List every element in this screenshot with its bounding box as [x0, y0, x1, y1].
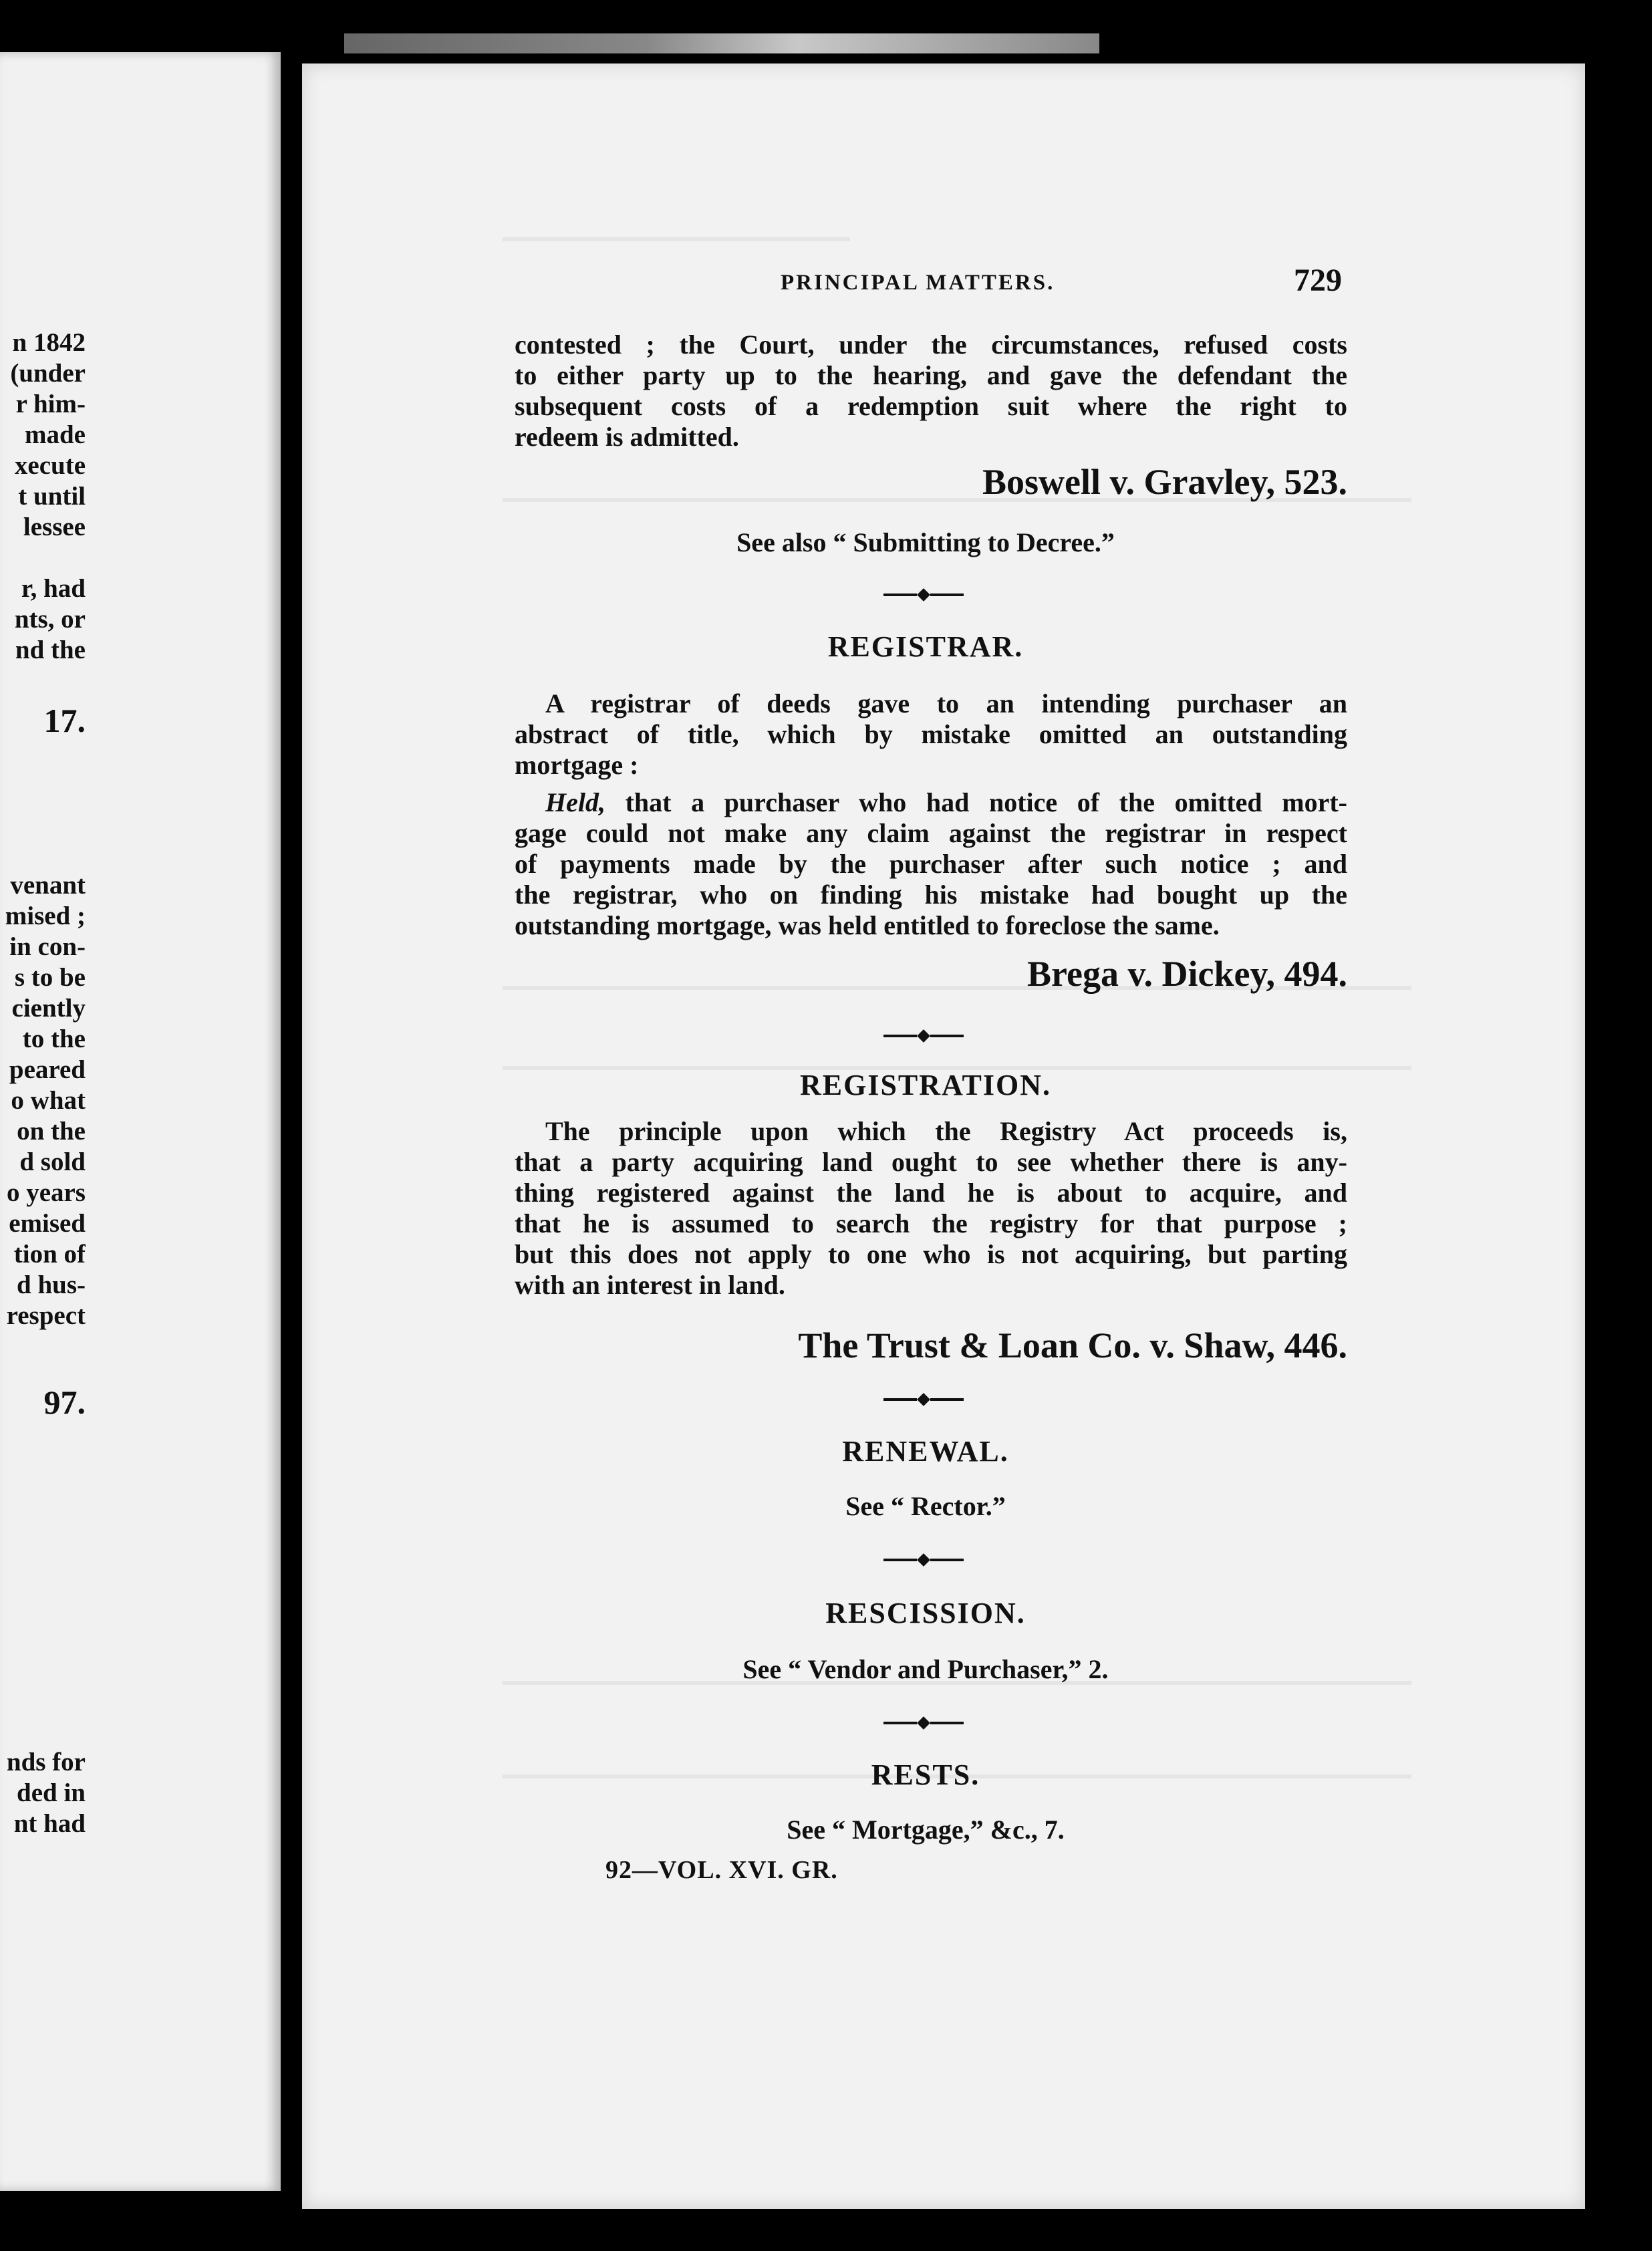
text-line: subsequent costs of a redemption suit where the right to	[515, 391, 1347, 421]
registration-paragraph	[515, 1116, 1347, 1301]
previous-page-line: t until	[18, 482, 86, 511]
previous-page-line: xecute	[14, 451, 86, 480]
text-line: abstract of title, which by mistake omitted an outstanding	[515, 719, 1347, 749]
previous-page-line: mised ;	[5, 902, 86, 930]
held-word: Held,	[545, 787, 605, 817]
section-heading-registration: REGISTRATION.	[799, 1069, 1052, 1101]
see-reference: See “ Vendor and Purchaser,” 2.	[742, 1654, 1109, 1684]
running-header: PRINCIPAL MATTERS.	[781, 271, 1055, 295]
text-line: The principle upon which the Registry Act proceeds is,	[545, 1116, 1347, 1146]
text-line: mortgage :	[515, 750, 639, 780]
text-line: the registrar, who on finding his mistake had bought up the	[515, 880, 1347, 910]
previous-page-line: venant	[10, 871, 86, 900]
section-divider	[883, 589, 964, 600]
text-line: thing registered against the land he is about to acquire, and	[515, 1178, 1347, 1208]
previous-page-line: n 1842	[12, 328, 86, 357]
previous-page-line: 97.	[43, 1383, 86, 1421]
see-reference: See “ Rector.”	[845, 1491, 1006, 1521]
text-line: of payments made by the purchaser after such notice ; and	[515, 849, 1347, 879]
see-reference: See “ Mortgage,” &c., 7.	[787, 1815, 1065, 1845]
text-run: that a purchaser who had notice of the omitted mort-	[605, 787, 1347, 817]
text-line: to either party up to the hearing, and gave the defendant the	[515, 360, 1347, 390]
previous-page-line: tion of	[13, 1240, 86, 1269]
previous-page-line: emised	[9, 1209, 86, 1238]
text-line: but this does not apply to one who is not acquiring, but parting	[515, 1239, 1347, 1269]
previous-page-line: ciently	[11, 994, 86, 1023]
registrar-paragraph-1	[515, 688, 1347, 781]
previous-page-line: ded in	[17, 1778, 86, 1807]
previous-page-line: r him-	[15, 390, 86, 418]
intro-paragraph	[515, 329, 1347, 452]
section-heading-registrar: REGISTRAR.	[827, 630, 1024, 663]
case-citation: The Trust & Loan Co. v. Shaw, 446.	[798, 1325, 1347, 1365]
previous-page-line: nt had	[13, 1809, 86, 1838]
scan-edge-strip	[344, 33, 1099, 53]
case-citation: Brega v. Dickey, 494.	[1027, 954, 1347, 994]
text-line: that a party acquiring land ought to see whether there is any-	[515, 1147, 1347, 1177]
text-line: redeem is admitted.	[515, 422, 739, 452]
text-line: outstanding mortgage, was held entitled to foreclose the same.	[515, 910, 1220, 940]
text-line: A registrar of deeds gave to an intending purchaser an	[545, 688, 1347, 718]
previous-page-line: r, had	[21, 574, 86, 603]
previous-page-line: nd the	[15, 636, 86, 664]
text-line	[515, 787, 1347, 818]
text-line: contested ; the Court, under the circumstances, refused costs	[515, 329, 1347, 360]
previous-page-line: nts, or	[14, 605, 86, 634]
registrar-paragraph-2	[515, 787, 1347, 941]
section-divider	[883, 1718, 964, 1728]
text-line: that he is assumed to search the registry for that purpose ;	[515, 1208, 1347, 1238]
previous-page-line: made	[25, 420, 86, 449]
text-line: gage could not make any claim against the registrar in respect	[515, 818, 1347, 848]
case-citation: Boswell v. Gravley, 523.	[982, 462, 1347, 502]
previous-page-line: (under	[10, 359, 86, 388]
previous-page-line: 17.	[43, 702, 86, 739]
previous-page-line: o what	[11, 1086, 86, 1115]
previous-page-line: s to be	[14, 963, 86, 992]
previous-page-line: d hus-	[17, 1271, 86, 1299]
page-number: 729	[1294, 263, 1342, 298]
previous-page-line: to the	[22, 1025, 86, 1053]
text-line: with an interest in land.	[515, 1270, 785, 1300]
section-divider	[883, 1555, 964, 1565]
previous-page-line: d sold	[19, 1148, 86, 1176]
section-heading-rests: RESTS.	[871, 1758, 980, 1791]
previous-page-line: nds for	[6, 1748, 86, 1776]
previous-page-line: in con-	[9, 932, 86, 961]
previous-page-line: o years	[6, 1178, 86, 1207]
previous-page-line: peared	[9, 1055, 86, 1084]
section-divider	[883, 1031, 964, 1041]
previous-page-line: on the	[17, 1117, 86, 1146]
previous-page-line: lessee	[23, 513, 86, 541]
section-heading-rescission: RESCISSION.	[825, 1597, 1026, 1629]
signature-mark: 92—VOL. XVI. GR.	[605, 1856, 838, 1884]
see-also-reference: See also “ Submitting to Decree.”	[736, 527, 1115, 557]
previous-page-line: respect	[6, 1301, 86, 1330]
section-heading-renewal: RENEWAL.	[842, 1435, 1009, 1468]
section-divider	[883, 1394, 964, 1405]
